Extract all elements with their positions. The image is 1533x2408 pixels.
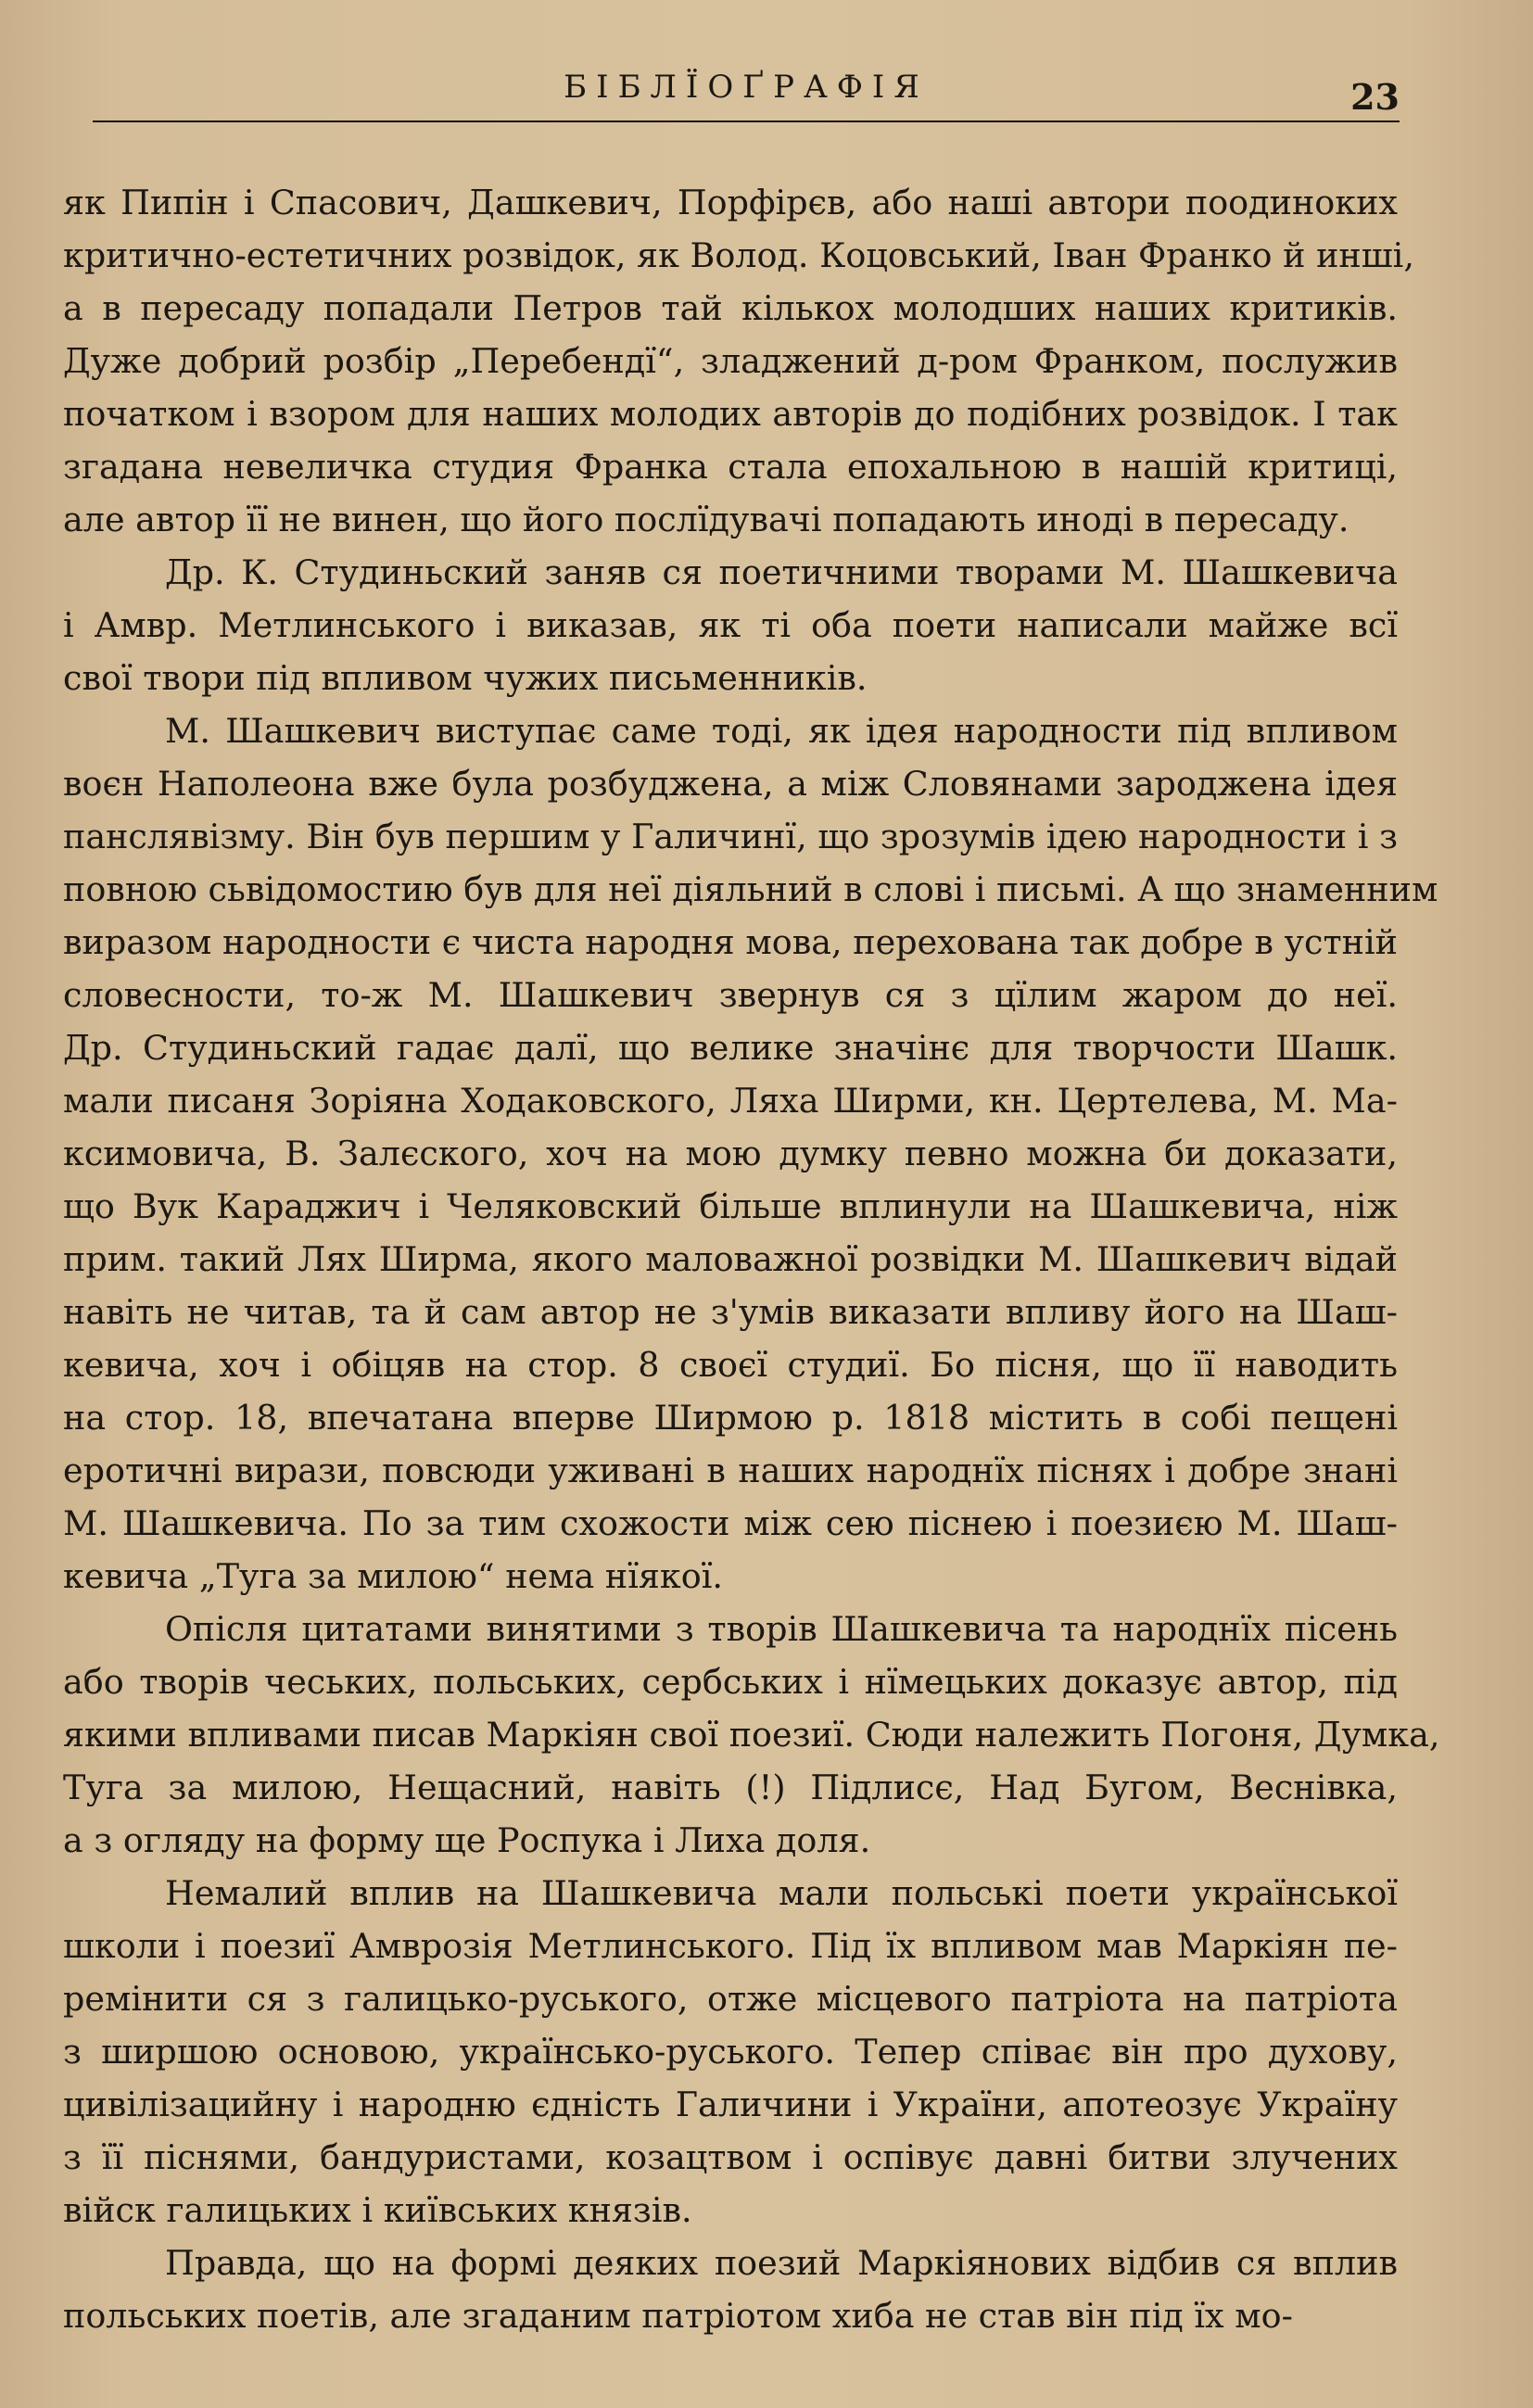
- text-line: як Пипін і Спасович, Дашкевич, Порфірєв, або наші автори поодиноких: [63, 183, 1398, 222]
- text-line: з ширшою основою, українсько-руського. Тепер співає він про духову,: [63, 2032, 1398, 2072]
- text-line: свої твори під впливом чужих письменників.: [63, 658, 868, 698]
- text-line: воєн Наполеона вже була розбуджена, а між Словянами зароджена ідея: [63, 764, 1398, 804]
- text-line: школи і поезиї Амврозія Метлинського. Під їх впливом мав Маркіян пе-: [63, 1926, 1398, 1966]
- text-line: Др. Студиньский гадає далї, що велике значінє для творчости Шашк.: [63, 1028, 1398, 1068]
- text-line: початком і взором для наших молодих авторів до подібних розвідок. І так: [63, 394, 1398, 434]
- text-line: Туга за милою, Нещасний, навіть (!) Підлисє, Над Бугом, Веснівка,: [63, 1768, 1398, 1807]
- text-line: еротичні вирази, повсюди уживані в наших народнїх піснях і добре знані: [63, 1451, 1398, 1490]
- text-line: що Вук Караджич і Челяковский більше вплинули на Шашкевича, ніж: [63, 1186, 1398, 1226]
- text-line: Опісля цитатами винятими з творів Шашкевича та народнїх пісень: [165, 1609, 1398, 1649]
- text-line: панслявізму. Він був першим у Галичинї, що зрозумів ідею народности і з: [63, 817, 1398, 856]
- paragraph: [63, 546, 1398, 704]
- page-header: [93, 57, 1400, 122]
- text-line: М. Шашкевич виступає саме тоді, як ідея народности під впливом: [165, 711, 1398, 751]
- text-line: Немалий вплив на Шашкевича мали польські поети української: [165, 1873, 1398, 1913]
- paragraph: [63, 704, 1438, 1603]
- text-line: навіть не читав, та й сам автор не з'умів виказати впливу його на Шаш-: [63, 1292, 1398, 1332]
- text-line: цивілізацийну і народню єдність Галичини і України, апотеозує Україну: [63, 2085, 1398, 2124]
- header-rule: [93, 120, 1400, 122]
- text-line: словесности, то-ж М. Шашкевич звернув ся з цїлим жаром до неї.: [63, 975, 1398, 1015]
- text-line: якими впливами писав Маркіян свої поезиї. Сюди належить Погоня, Думка,: [63, 1715, 1440, 1755]
- text-line: кевича, хоч і обіцяв на стор. 8 своєї студиї. Бо пісня, що її наводить: [63, 1345, 1398, 1385]
- page-number: 23: [1350, 76, 1400, 118]
- text-line: ксимовича, В. Залєского, хоч на мою думку певно можна би доказати,: [63, 1134, 1398, 1173]
- text-line: ремінити ся з галицько-руського, отже місцевого патріота на патріота: [63, 1979, 1398, 2019]
- text-line: кевича „Туга за милою“ нема нїякої.: [63, 1556, 723, 1596]
- text-line: повною сьвідомостию був для неї діяльний в слові і письмі. А що знаменним: [63, 869, 1438, 909]
- paragraph: [63, 2237, 1398, 2342]
- text-line: польських поетів, але згаданим патріотом хиба не став він під їх мо-: [63, 2296, 1293, 2336]
- paragraph: [63, 1867, 1398, 2237]
- text-line: виразом народности є чиста народня мова, перехована так добре в устній: [63, 922, 1398, 962]
- paragraph: [63, 176, 1414, 546]
- text-line: і Амвр. Метлинського і виказав, як ті оба поети написали майже всї: [63, 605, 1398, 645]
- text-line: а в пересаду попадали Петров тай кількох молодших наших критиків.: [63, 288, 1398, 328]
- paragraph: [63, 1603, 1440, 1867]
- text-line: М. Шашкевича. По за тим схожости між сею піснею і поезиєю М. Шаш-: [63, 1503, 1398, 1543]
- text-line: але автор її не винен, що його послїдувачі попадають иноді в пересаду.: [63, 500, 1349, 539]
- text-line: з її піснями, бандуристами, козацтвом і оспівує давні битви злучених: [63, 2137, 1398, 2177]
- page-body: [63, 176, 1440, 2342]
- text-line: мали писаня Зоріяна Ходаковского, Ляха Ширми, кн. Цертелева, М. Ма-: [63, 1081, 1398, 1121]
- text-line: війск галицьких і київських князів.: [63, 2190, 692, 2230]
- text-line: або творів чеських, польських, сербських і нїмецьких доказує автор, під: [63, 1662, 1398, 1702]
- text-line: Др. К. Студиньский заняв ся поетичними творами М. Шашкевича: [165, 552, 1398, 592]
- text-line: Правда, що на формі деяких поезий Маркіянових відбив ся вплив: [165, 2243, 1398, 2283]
- text-line: критично-естетичних розвідок, як Волод. Коцовський, Іван Франко й инші,: [63, 235, 1414, 275]
- text-line: згадана невеличка студия Франка стала епохальною в нашій критиці,: [63, 447, 1398, 487]
- text-line: Дуже добрий розбір „Перебендї“, зладжений д-ром Франком, послужив: [63, 341, 1398, 381]
- text-line: на стор. 18, впечатана вперве Ширмою р. 1818 містить в собі пещені: [63, 1398, 1398, 1438]
- text-line: прим. такий Лях Ширма, якого маловажної розвідки М. Шашкевич відай: [63, 1239, 1398, 1279]
- running-title: БІБЛЇОҐРАФІЯ: [564, 69, 929, 106]
- text-line: а з огляду на форму ще Роспука і Лиха доля.: [63, 1820, 871, 1860]
